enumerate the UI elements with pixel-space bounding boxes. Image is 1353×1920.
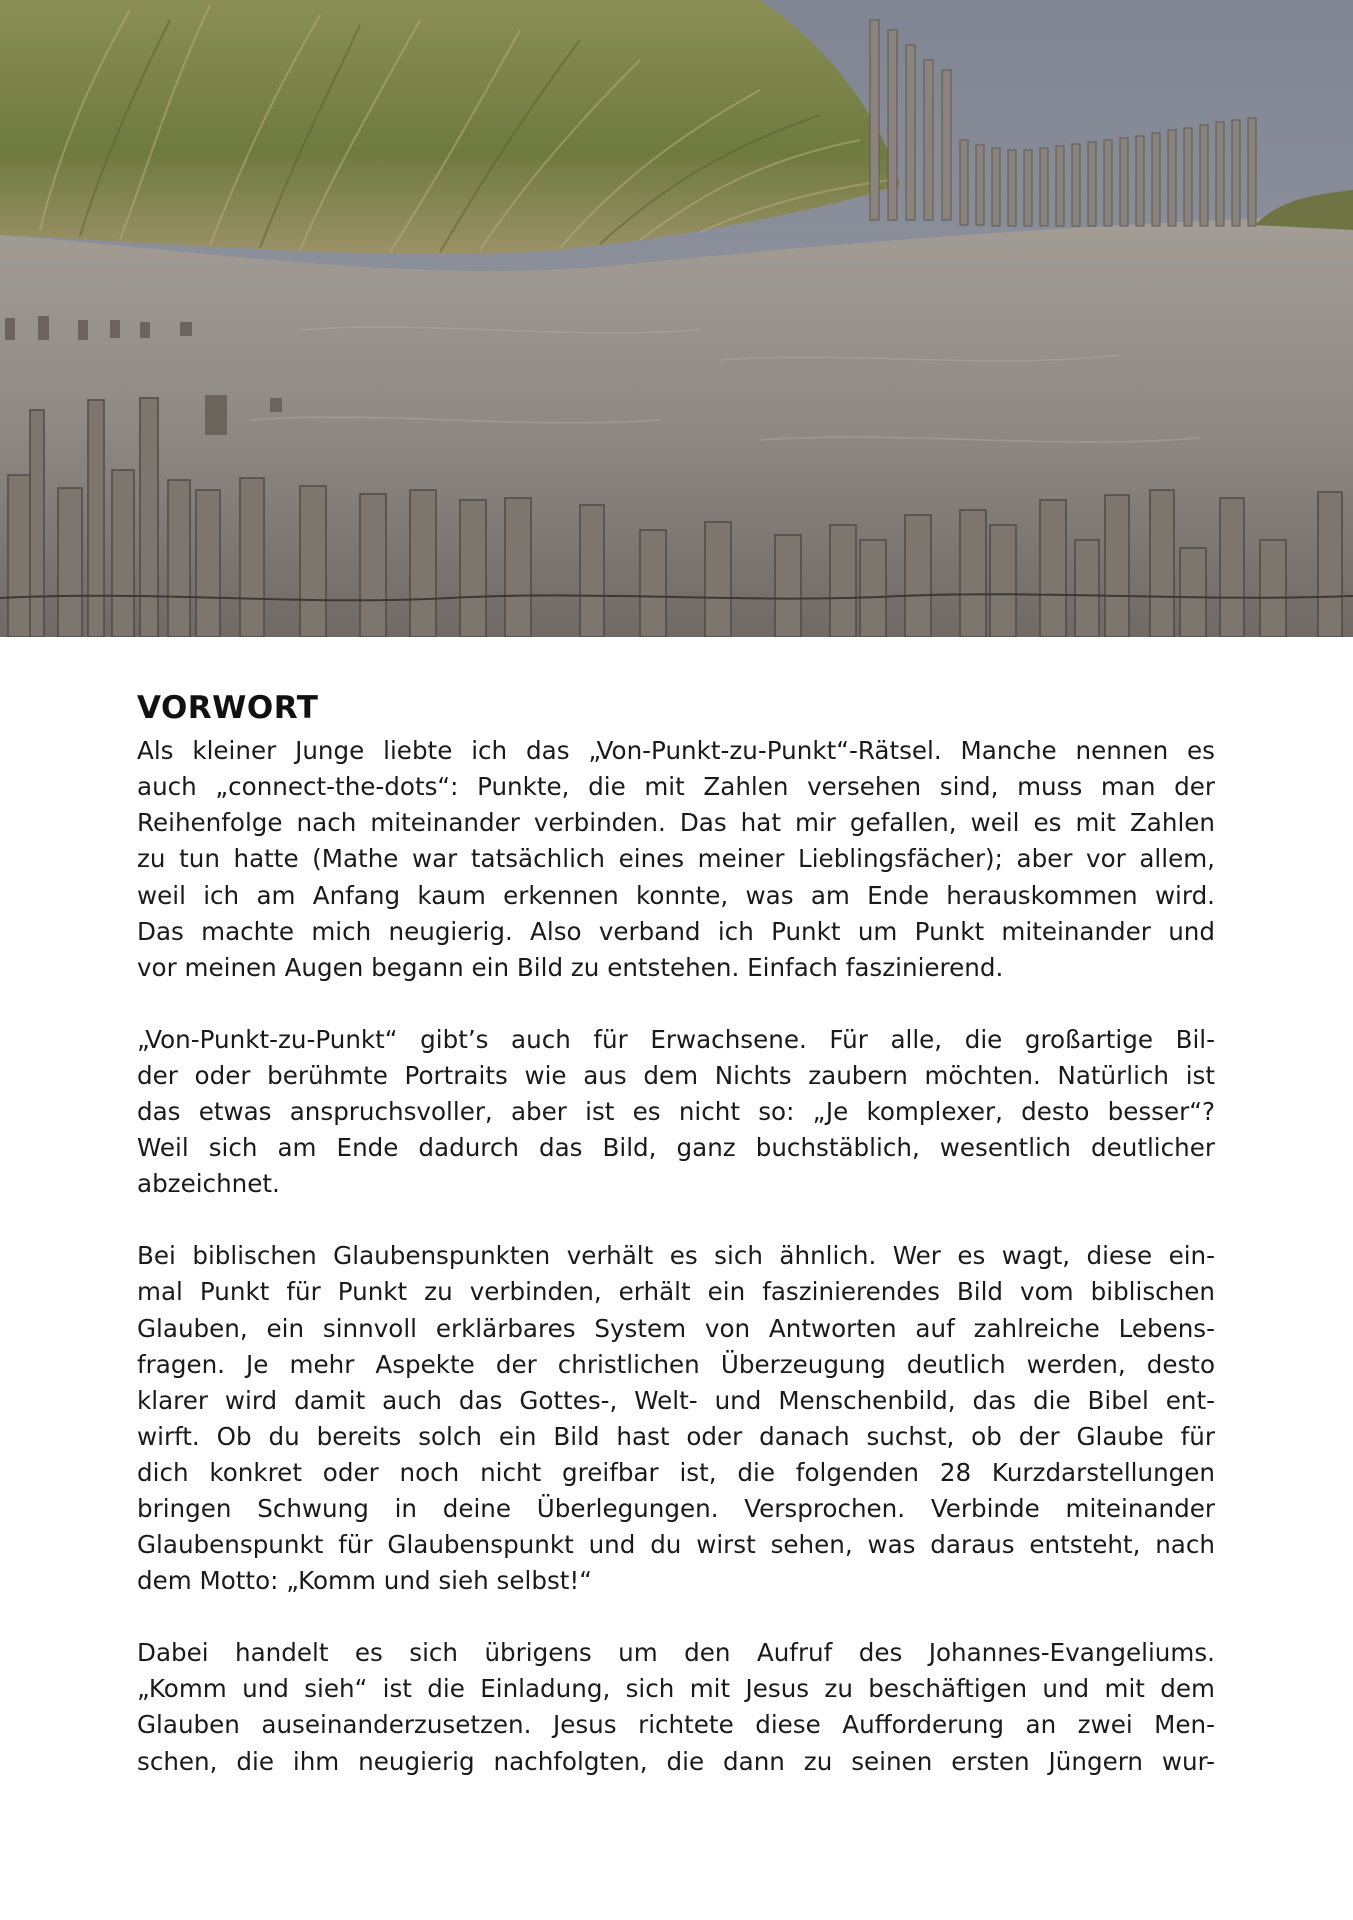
text-line: Weil sich am Ende dadurch das Bild, ganz buchstäblich, wesentlich deutlicher — [137, 1133, 1215, 1163]
text-line: wirft. Ob du bereits solch ein Bild hast oder danach suchst, ob der Glaube für — [137, 1421, 1215, 1451]
text-line: Glauben, ein sinnvoll erklärbares System von Antworten auf zahlreiche Lebens- — [137, 1313, 1215, 1343]
text-line: bringen Schwung in deine Überlegungen. Versprochen. Verbinde miteinander — [137, 1493, 1215, 1523]
paragraph-1 — [137, 733, 1215, 986]
text-line: Dabei handelt es sich übrigens um den Aufruf des Johannes-Evangeliums. — [137, 1638, 1215, 1668]
text-line: Reihenfolge nach miteinander verbinden. Das hat mir gefallen, weil es mit Zahlen — [137, 808, 1215, 838]
text-line: „Komm und sieh“ ist die Einladung, sich mit Jesus zu beschäftigen und mit dem — [137, 1674, 1215, 1704]
article — [137, 690, 1215, 1816]
text-line: vor meinen Augen begann ein Bild zu entstehen. Einfach faszinierend. — [137, 952, 1004, 982]
text-line: Das machte mich neugierig. Also verband ich Punkt um Punkt miteinander und — [137, 916, 1215, 946]
text-line: zu tun hatte (Mathe war tatsächlich eines meiner Lieblingsfächer); aber vor allem, — [137, 844, 1215, 874]
text-line: schen, die ihm neugierig nachfolgten, die dann zu seinen ersten Jüngern wur- — [137, 1746, 1215, 1776]
text-line: Als kleiner Junge liebte ich das „Von-Punkt-zu-Punkt“-Rätsel. Manche nennen es — [137, 736, 1215, 766]
text-line: der oder berühmte Portraits wie aus dem Nichts zaubern möchten. Natürlich ist — [137, 1060, 1215, 1090]
text-line: weil ich am Anfang kaum erkennen konnte, was am Ende herauskommen wird. — [137, 880, 1215, 910]
text-line: Bei biblischen Glaubenspunkten verhält es sich ähnlich. Wer es wagt, diese ein- — [137, 1241, 1215, 1271]
text-line: auch „connect-the-dots“: Punkte, die mit Zahlen versehen sind, muss man der — [137, 772, 1215, 802]
paragraph-3 — [137, 1238, 1215, 1599]
text-line: Glaubenspunkt für Glaubenspunkt und du wirst sehen, was daraus entsteht, nach — [137, 1530, 1215, 1560]
text-line: „Von-Punkt-zu-Punkt“ gibt’s auch für Erwachsene. Für alle, die großartige Bil- — [137, 1024, 1215, 1054]
text-line: klarer wird damit auch das Gottes-, Welt- und Menschenbild, das die Bibel ent- — [137, 1385, 1215, 1415]
text-line: mal Punkt für Punkt zu verbinden, erhält ein faszinierendes Bild vom biblischen — [137, 1277, 1215, 1307]
paragraph-4 — [137, 1635, 1215, 1779]
paragraph-2 — [137, 1022, 1215, 1202]
header-photo-dunes — [0, 0, 1353, 637]
text-line: Glauben auseinanderzusetzen. Jesus richtete diese Aufforderung an zwei Men- — [137, 1710, 1215, 1740]
text-line: dem Motto: „Komm und sieh selbst!“ — [137, 1566, 592, 1596]
text-line: fragen. Je mehr Aspekte der christlichen Überzeugung deutlich werden, desto — [137, 1349, 1215, 1379]
article-heading: VORWORT — [137, 690, 319, 726]
text-line: dich konkret oder noch nicht greifbar ist, die folgenden 28 Kurzdarstellungen — [137, 1457, 1215, 1487]
text-line: das etwas anspruchsvoller, aber ist es nicht so: „Je komplexer, desto besser“? — [137, 1097, 1215, 1127]
text-line: abzeichnet. — [137, 1169, 280, 1199]
